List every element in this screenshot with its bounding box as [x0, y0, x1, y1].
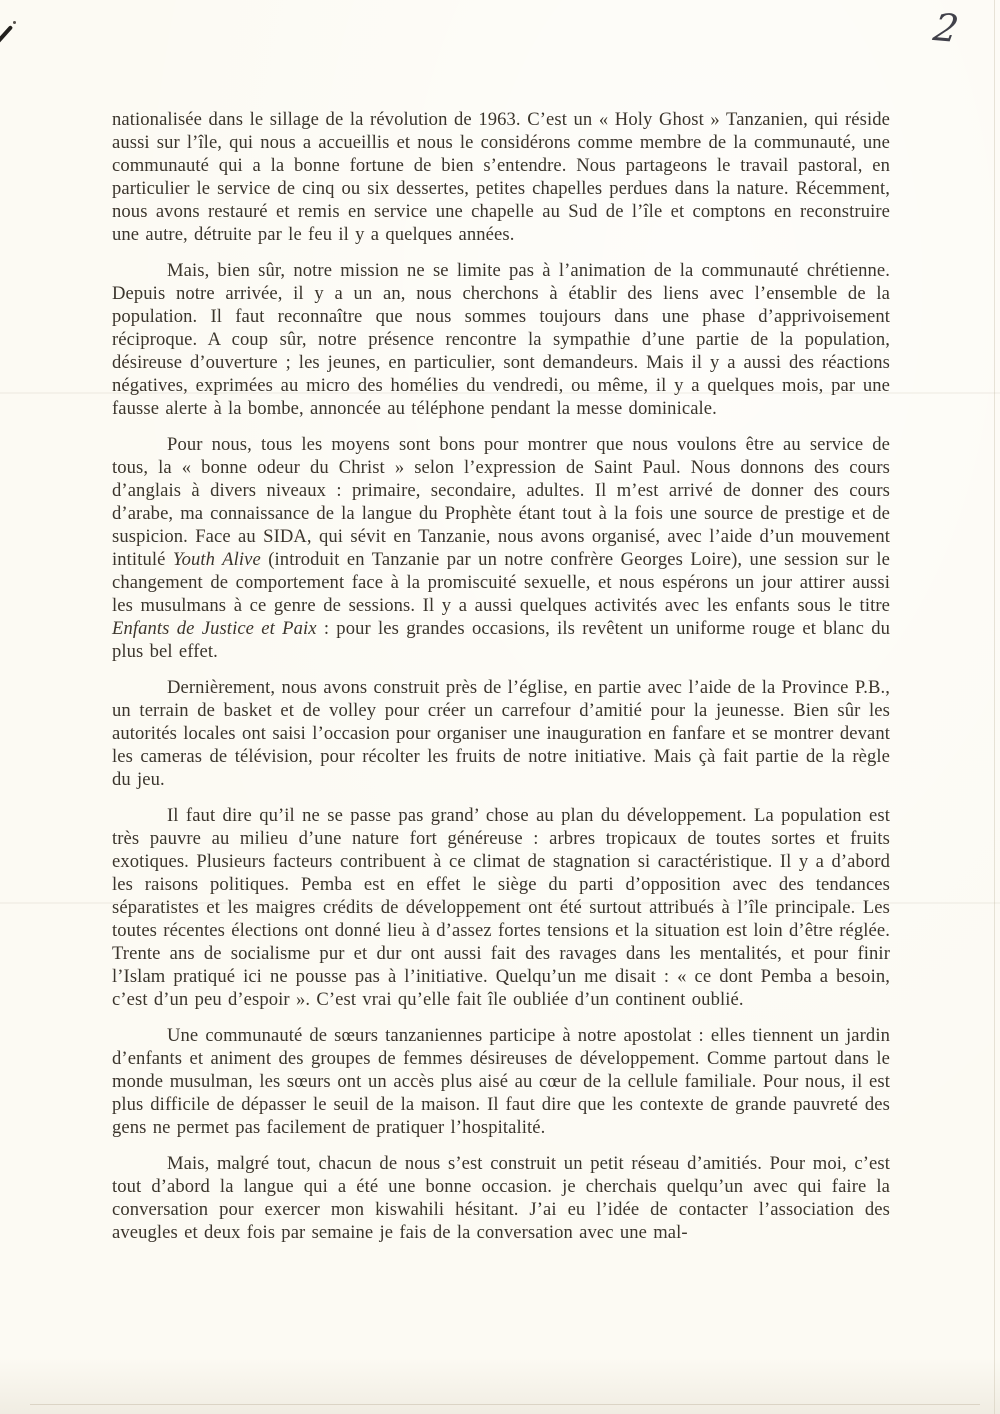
- italic-text-run: Enfants de Justice et Paix: [112, 618, 317, 639]
- letter-body: [112, 108, 890, 1257]
- paper-edge-shadow: [994, 0, 995, 1414]
- handwritten-page-number: 2: [930, 5, 962, 51]
- text-run: Une communauté de sœurs tanzaniennes participe à notre apostolat : elles tiennent un jardin d’enfants et animent des groupes de femmes désireuses de développement. Comme partout dans le monde musulman, les sœurs ont un accès plus aisé au cœur de la cellule familiale. Pour nous, il est plus difficile de dépasser le seuil de la maison. Il faut dire que les contexte de grande pauvreté des gens ne permet pas facilement de pratiquer l’hospitalité.: [112, 1025, 890, 1138]
- paragraph: [112, 108, 890, 246]
- italic-text-run: Youth Alive: [172, 549, 261, 570]
- paragraph: [112, 804, 890, 1011]
- text-run: nationalisée dans le sillage de la révolution de 1963. C’est un « Holy Ghost » Tanzanien, qui réside aussi sur l’île, qui nous a accueillis et nous le considérons comme membre de la communauté, une communauté qui a la bonne fortune de bien s’entendre. Nous partageons le travail pastoral, en particulier le service de cinq ou six dessertes, petites chapelles perdues dans la nature. Récemment, nous avons restauré et remis en service une chapelle au Sud de l’île et comptons en reconstruire une autre, détruite par le feu il y a quelques années.: [112, 109, 890, 245]
- paragraph: [112, 259, 890, 420]
- text-run: Mais, malgré tout, chacun de nous s’est construit un petit réseau d’amitiés. Pour moi, c’est tout d’abord la langue qui a été une bonne occasion. je cherchais quelqu’un avec qui faire la conversation pour exercer mon kiswahili hésitant. J’ai eu l’idée de contacter l’association des aveugles et deux fois par semaine je fais de la conversation avec une mal-: [112, 1153, 890, 1243]
- paragraph: [112, 433, 890, 663]
- paragraph: [112, 1152, 890, 1244]
- text-run: : pour les grandes occasions, ils revêtent un uniforme rouge et blanc du plus bel effet.: [112, 618, 890, 662]
- scan-bottom-shadow: [30, 1404, 980, 1405]
- text-run: Pour nous, tous les moyens sont bons pour montrer que nous voulons être au service de tous, la « bonne odeur du Christ » selon l’expression de Saint Paul. Nous donnons des cours d’anglais à divers niveaux : primaire, secondaire, adultes. Il m’est arrivé de donner des cours d’arabe, ma connaissance de la langue du Prophète étant tout à la fois une source de prestige et de suspicion. Face au SIDA, qui sévit en Tanzanie, nous avons organisé, avec l’aide d’un mouvement intitulé: [112, 434, 890, 570]
- scan-speck: [13, 21, 16, 24]
- text-run: Dernièrement, nous avons construit près de l’église, en partie avec l’aide de la Province P.B., un terrain de basket et de volley pour créer un carrefour d’amitié pour la jeunesse. Bien sûr les autorités locales ont saisi l’occasion pour organiser une inauguration en fanfare et se montrer devant les cameras de télévision, pour récolter les fruits de notre initiative. Mais çà fait partie de la règle du jeu.: [112, 677, 890, 790]
- text-run: Mais, bien sûr, notre mission ne se limite pas à l’animation de la communauté chrétienne. Depuis notre arrivée, il y a un an, nous cherchons à établir des liens avec l’ensemble de la population. Il faut reconnaître que nous sommes toujours dans une phase d’apprivoisement réciproque. A coup sûr, notre présence rencontre la sympathie d’une partie de la population, désireuse d’ouverture ; les jeunes, en particulier, sont demandeurs. Mais il y a aussi des réactions négatives, exprimées au micro des homélies du vendredi, ou même, il y a quelques mois, par une fausse alerte à la bombe, annoncée au téléphone pendant la messe dominicale.: [112, 260, 890, 419]
- text-run: Il faut dire qu’il ne se passe pas grand’ chose au plan du développement. La population est très pauvre au milieu d’une nature fort généreuse : arbres tropicaux de toutes sortes et fruits exotiques. Plusieurs facteurs contribuent à ce climat de stagnation si caractéristique. Il y a d’abord les raisons politiques. Pemba est en effet le siège du parti d’opposition avec des tendances séparatistes et les maigres crédits de développement ont été surtout attribués à l’île principale. Les toutes récentes élections ont donné lieu à d’assez fortes tensions et la situation est loin d’être réglée. Trente ans de socialisme pur et dur ont aussi fait des ravages dans les mentalités, et pour finir l’Islam pratiqué ici ne pousse pas à l’initiative. Quelqu’un me disait : « ce dont Pemba a besoin, c’est d’un peu d’espoir ». C’est vrai qu’elle fait île oubliée d’un continent oublié.: [112, 805, 890, 1010]
- paragraph: [112, 676, 890, 791]
- paragraph: [112, 1024, 890, 1139]
- scan-corner-artifact: [0, 25, 13, 47]
- text-run: (introduit en Tanzanie par un notre confrère Georges Loire), une session sur le changement de comportement face à la promiscuité sexuelle, et nous espérons un jour attirer aussi les musulmans à ce genre de sessions. Il y a aussi quelques activités avec les enfants sous le titre: [112, 549, 890, 616]
